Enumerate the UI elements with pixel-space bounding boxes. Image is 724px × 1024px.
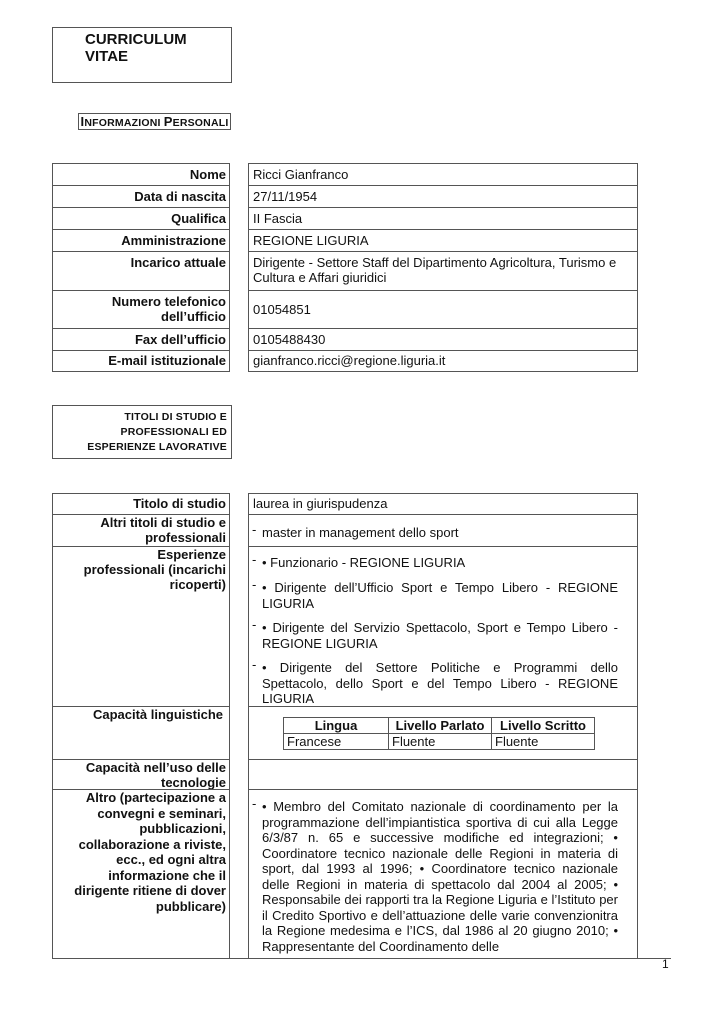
cv-title-box [52,27,232,83]
label-nome: Nome [52,163,229,186]
column-header: Lingua [284,718,389,734]
list-item: master in management dello sport [262,525,459,540]
list-item: • Dirigente del Servizio Spettacolo, Sport e Tempo Libero - REGIONE LIGURIA [262,620,618,651]
column-header: Livello Parlato [389,718,492,734]
label-esperienze: Esperienze professionali (incarichi ricoperti) [52,546,229,707]
value-amministrazione: REGIONE LIGURIA [248,229,638,252]
label-data-nascita: Data di nascita [52,185,229,208]
personal-section-label: INFORMAZIONI PERSONALI [78,113,231,130]
list-dash: - [252,617,257,632]
label-altro: Altro (partecipazione a convegni e seminari, pubblicazioni, collaborazione a riviste, ecc., ed ogni altra informazione che il dirigente ritiene di dover pubblicare) [52,789,229,959]
languages-table [283,717,595,750]
table-cell: Francese [284,734,389,750]
list-item: • Funzionario - REGIONE LIGURIA [262,555,466,570]
label-email: E-mail istituzionale [52,350,229,372]
cell-tecnologie [248,759,638,790]
label-tecnologie: Capacità nell’uso delle tecnologie [52,759,229,790]
list-dash: - [252,522,257,537]
list-dash: - [252,796,257,811]
list-dash: - [252,577,257,592]
value-email: gianfranco.ricci@regione.liguria.it [248,350,638,372]
label-altri-titoli: Altri titoli di studio e professionali [52,514,229,547]
table-header-row [284,718,595,734]
footer-rule [52,958,671,959]
list-item: • Membro del Comitato nazionale di coordinamento per la programmazione dell’impiantistica sportiva di cui alla Legge 6/3/87 n. 65 e successive modifiche ed integrazioni; • Coordinatore tecnico nazionale delle Regioni in materia di sport, dal 1993 al 1996; • Coordinatore tecnico nazionale delle Regioni in materia di spettacolo dal 2004 al 2005; • Responsabile dei rapporti tra la Regione Liguria e l’Istituto per il Credito Sportivo e dell’attuazione delle varie convenzionitra la Regione medesima e l’ICS, dal 1986 al 20 giugno 2010; • Rappresentante del Coordinamento delle [262,799,618,954]
value-nome: Ricci Gianfranco [248,163,638,186]
studies-section-label: TITOLI DI STUDIO E PROFESSIONALI ED ESPERIENZE LAVORATIVE [52,405,232,459]
list-dash: - [252,657,257,672]
value-data-nascita: 27/11/1954 [248,185,638,208]
table-cell: Fluente [492,734,595,750]
label-telefono: Numero telefonico dell’ufficio [52,290,229,329]
label-lingue: Capacità linguistiche [52,706,229,760]
cv-title: CURRICULUM VITAE [85,31,187,65]
label-amministrazione: Amministrazione [52,229,229,252]
value-fax: 0105488430 [248,328,638,351]
label-qualifica: Qualifica [52,207,229,230]
label-incarico-attuale: Incarico attuale [52,251,229,291]
label-titolo-studio: Titolo di studio [52,493,229,515]
label-fax: Fax dell’ufficio [52,328,229,351]
page-number: 1 [662,957,669,971]
studies-table-divider [229,493,230,959]
value-incarico-attuale: Dirigente - Settore Staff del Dipartimento Agricoltura, Turismo e Cultura e Affari giuridici [248,251,638,291]
table-cell: Fluente [389,734,492,750]
column-header: Livello Scritto [492,718,595,734]
list-item: • Dirigente dell’Ufficio Sport e Tempo Libero - REGIONE LIGURIA [262,580,618,611]
list-dash: - [252,552,257,567]
list-item: • Dirigente del Settore Politiche e Programmi dello Spettacolo, dello Sport e del Tempo Libero - REGIONE LIGURIA [262,660,618,706]
value-telefono: 01054851 [248,290,638,329]
personal-table-divider [229,163,230,372]
value-qualifica: II Fascia [248,207,638,230]
value-titolo-studio: laurea in giurispudenza [248,493,638,515]
table-row [284,734,595,750]
